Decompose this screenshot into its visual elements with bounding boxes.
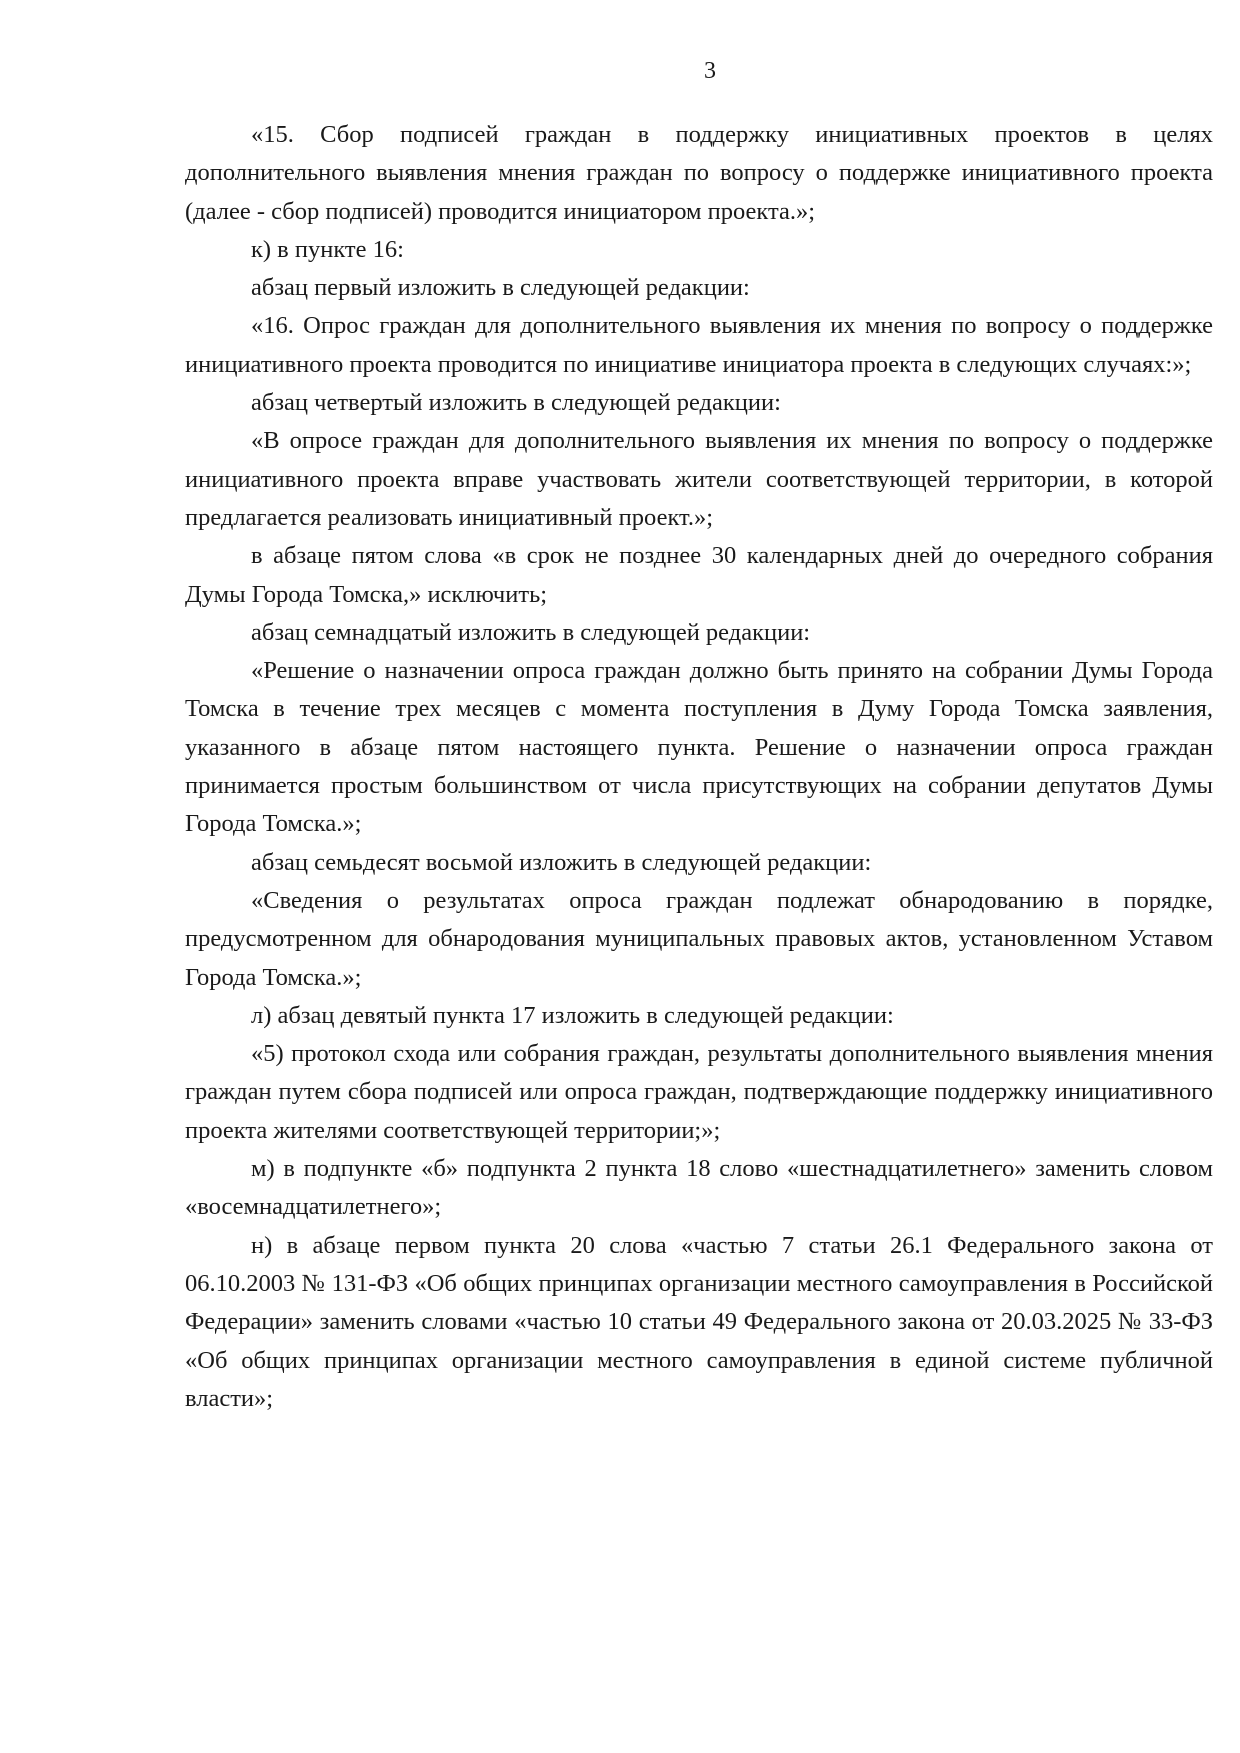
- paragraph-quote: «В опросе граждан для дополнительного выявления их мнения по вопросу о поддержке инициативного проекта вправе участвовать жители соответствующей территории, в которой предлагается реализовать инициативный проект.»;: [185, 427, 1213, 531]
- paragraph-item-15: «15. Сбор подписей граждан в поддержку инициативных проектов в целях дополнительного выявления мнения граждан по вопросу о поддержке инициативного проекта (далее - сбор подписей) проводится инициатором проекта.»;: [185, 121, 1213, 225]
- paragraph-subitem-k: к) в пункте 16:: [251, 235, 404, 263]
- paragraph-subitem-n: н) в абзаце первом пункта 20 слова «частью 7 статьи 26.1 Федерального закона от 06.10.2003 № 131-ФЗ «Об общих принципах организации местного самоуправления в Российской Федерации» заменить словами «частью 10 статьи 49 Федерального закона от 20.03.2025 № 33-ФЗ «Об общих принципах организации местного самоуправления в единой системе публичной власти»;: [185, 1231, 1213, 1412]
- paragraph-instruction: абзац первый изложить в следующей редакции:: [251, 274, 750, 302]
- paragraph-quote: «5) протокол схода или собрания граждан, результаты дополнительного выявления мнения граждан путем сбора подписей или опроса граждан, подтверждающие поддержку инициативного проекта жителями соответствующей территории;»;: [185, 1040, 1213, 1144]
- paragraph-subitem-m: м) в подпункте «б» подпункта 2 пункта 18 слово «шестнадцатилетнего» заменить словом «восемнадцатилетнего»;: [185, 1155, 1213, 1221]
- paragraph-subitem-l: л) абзац девятый пункта 17 изложить в следующей редакции:: [251, 1001, 894, 1029]
- paragraph-instruction: абзац четвертый изложить в следующей редакции:: [251, 389, 781, 417]
- paragraph-quote: «Решение о назначении опроса граждан должно быть принято на собрании Думы Города Томска в течение трех месяцев с момента поступления в Думу Города Томска заявления, указанного в абзаце пятом настоящего пункта. Решение о назначении опроса граждан принимается простым большинством от числа присутствующих на собрании депутатов Думы Города Томска.»;: [185, 657, 1213, 838]
- paragraph-instruction: в абзаце пятом слова «в срок не позднее 30 календарных дней до очередного собрания Думы Города Томска,» исключить;: [185, 542, 1213, 608]
- paragraph-quote: «Сведения о результатах опроса граждан подлежат обнародованию в порядке, предусмотренном для обнародования муниципальных правовых актов, установленном Уставом Города Томска.»;: [185, 886, 1213, 991]
- document-body: [185, 116, 1213, 1418]
- paragraph-item-16: «16. Опрос граждан для дополнительного выявления их мнения по вопросу о поддержке инициативного проекта проводится по инициативе инициатора проекта в следующих случаях:»;: [185, 312, 1213, 378]
- paragraph-instruction: абзац семьдесят восьмой изложить в следующей редакции:: [251, 848, 872, 876]
- paragraph-instruction: абзац семнадцатый изложить в следующей редакции:: [251, 618, 811, 646]
- page-number: 3: [704, 58, 716, 84]
